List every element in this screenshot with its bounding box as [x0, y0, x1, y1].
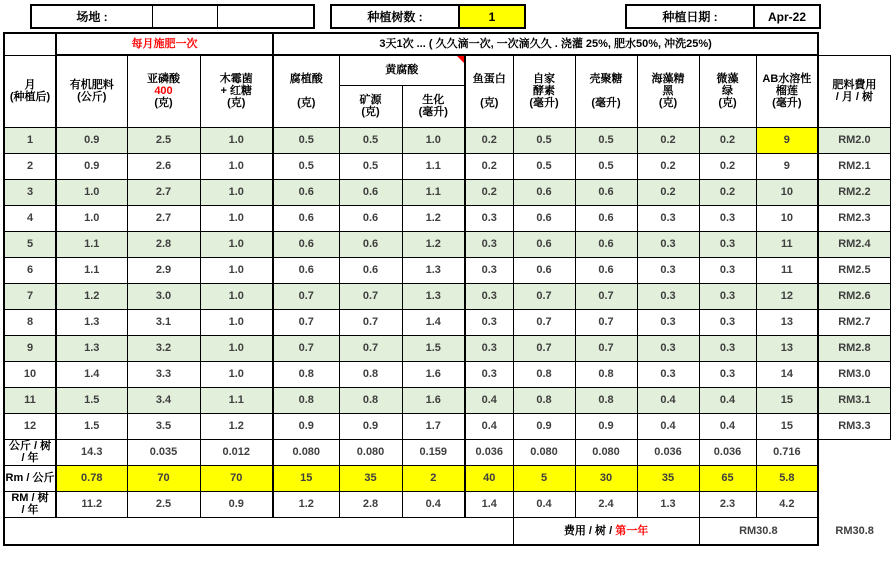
value-cell: 0.6 — [575, 179, 637, 205]
value-cell: 1.0 — [200, 335, 273, 361]
plant-date-label: 种植日期 : — [662, 10, 718, 24]
value-cell: 1.5 — [56, 413, 127, 439]
col-header-trichoderma: 木霉菌 + 红糖 (克) — [200, 55, 273, 127]
value-cell: 0.7 — [513, 283, 575, 309]
col-header-fulvic-mineral: 矿源 (克) — [339, 85, 402, 127]
value-cell: 1.3 — [56, 309, 127, 335]
value-cell: 0.6 — [339, 257, 402, 283]
summary-value-cell: 0.036 — [465, 439, 513, 465]
value-cell: 0.2 — [699, 179, 756, 205]
value-cell: 12 — [756, 283, 818, 309]
site-input-1[interactable] — [152, 6, 217, 27]
summary-value-cell: 0.080 — [513, 439, 575, 465]
value-cell: 0.3 — [465, 257, 513, 283]
table-row — [4, 231, 890, 257]
table-row — [4, 387, 890, 413]
col-header-seaweed-black: 海藻精 黑 (克) — [637, 55, 699, 127]
value-cell: 0.6 — [273, 179, 339, 205]
month-cell: 4 — [4, 205, 56, 231]
summary-value-cell: 1.3 — [637, 491, 699, 517]
summary-value-cell[interactable]: 65 — [699, 465, 756, 491]
value-cell: 0.6 — [513, 179, 575, 205]
value-cell: 1.0 — [200, 153, 273, 179]
value-cell: 0.8 — [575, 387, 637, 413]
value-cell: 0.8 — [513, 387, 575, 413]
cost-cell: RM2.7 — [818, 309, 890, 335]
value-cell: 0.5 — [339, 127, 402, 153]
month-cell: 2 — [4, 153, 56, 179]
value-cell: 1.0 — [200, 231, 273, 257]
value-cell: 0.6 — [339, 231, 402, 257]
col-header-phosphite: 亚磷酸 400 (克) — [127, 55, 200, 127]
value-cell: 0.3 — [637, 309, 699, 335]
value-cell: 0.7 — [575, 309, 637, 335]
value-cell: 0.4 — [637, 413, 699, 439]
value-cell: 1.0 — [200, 257, 273, 283]
summary-value-cell: 2.5 — [127, 491, 200, 517]
value-cell: 0.9 — [56, 153, 127, 179]
value-cell: 1.1 — [402, 179, 465, 205]
footer-row — [4, 517, 890, 545]
value-cell: 0.6 — [339, 179, 402, 205]
value-cell: 0.3 — [699, 257, 756, 283]
summary-value-cell: 2.3 — [699, 491, 756, 517]
banner-row — [4, 33, 890, 55]
summary-value-cell[interactable]: 35 — [339, 465, 402, 491]
summary-value-cell: 11.2 — [56, 491, 127, 517]
value-cell: 13 — [756, 309, 818, 335]
cost-cell: RM3.0 — [818, 361, 890, 387]
value-cell: 1.3 — [56, 335, 127, 361]
value-cell: 0.6 — [273, 205, 339, 231]
footer-label-text: 费用 / 树 / — [563, 524, 616, 537]
site-input-2[interactable] — [217, 6, 313, 27]
tree-count-box — [330, 4, 526, 29]
cost-cell: RM2.2 — [818, 179, 890, 205]
tree-count-label: 种植树数 : — [367, 10, 423, 24]
value-cell: 0.3 — [699, 205, 756, 231]
plant-date-value[interactable]: Apr-22 — [753, 6, 819, 27]
value-cell: 0.8 — [575, 361, 637, 387]
value-cell: 3.5 — [127, 413, 200, 439]
value-cell: 0.3 — [699, 231, 756, 257]
summary-value-cell: 0.4 — [402, 491, 465, 517]
summary-value-cell[interactable]: 40 — [465, 465, 513, 491]
value-cell: 0.5 — [513, 153, 575, 179]
value-cell: 1.0 — [200, 179, 273, 205]
value-cell: 0.7 — [513, 309, 575, 335]
value-cell: 0.8 — [339, 387, 402, 413]
value-cell: 0.7 — [273, 335, 339, 361]
value-cell: 9 — [756, 153, 818, 179]
value-cell: 2.5 — [127, 127, 200, 153]
value-cell: 1.1 — [56, 257, 127, 283]
value-cell: 3.0 — [127, 283, 200, 309]
value-cell: 0.9 — [56, 127, 127, 153]
table-row — [4, 309, 890, 335]
footer-label-year: 第一年 — [615, 524, 649, 537]
value-cell: 1.7 — [402, 413, 465, 439]
summary-spacer — [818, 439, 890, 465]
value-cell: 1.6 — [402, 361, 465, 387]
value-cell: 1.0 — [56, 205, 127, 231]
summary-value-cell: 1.2 — [273, 491, 339, 517]
value-cell: 13 — [756, 335, 818, 361]
value-cell: 0.3 — [637, 231, 699, 257]
banner-spacer — [818, 33, 890, 55]
value-cell: 0.6 — [513, 231, 575, 257]
value-cell: 15 — [756, 413, 818, 439]
value-cell: 1.0 — [402, 127, 465, 153]
value-cell: 0.3 — [465, 309, 513, 335]
col-header-fulvic-group: 黄腐酸 — [339, 55, 465, 85]
summary-value-cell[interactable]: 0.78 — [56, 465, 127, 491]
corner-cell — [4, 33, 56, 55]
value-cell: 0.5 — [575, 153, 637, 179]
value-cell: 1.4 — [56, 361, 127, 387]
value-cell: 0.7 — [273, 283, 339, 309]
value-cell: 3.2 — [127, 335, 200, 361]
table-row — [4, 179, 890, 205]
value-cell: 0.6 — [339, 205, 402, 231]
value-cell: 0.3 — [699, 309, 756, 335]
value-cell: 1.0 — [56, 179, 127, 205]
value-cell: 1.0 — [200, 205, 273, 231]
value-cell: 0.3 — [465, 231, 513, 257]
summary-row-kg-per-tree-year — [4, 439, 890, 465]
value-cell: 14 — [756, 361, 818, 387]
summary-value-cell: 0.012 — [200, 439, 273, 465]
cost-cell: RM2.8 — [818, 335, 890, 361]
value-cell: 2.7 — [127, 205, 200, 231]
value-cell: 0.3 — [637, 205, 699, 231]
month-cell: 11 — [4, 387, 56, 413]
value-cell: 0.3 — [465, 335, 513, 361]
value-cell: 0.4 — [637, 387, 699, 413]
value-cell: 0.5 — [575, 127, 637, 153]
summary-value-cell: 0.035 — [127, 439, 200, 465]
value-cell: 0.5 — [273, 153, 339, 179]
month-cell: 5 — [4, 231, 56, 257]
value-cell: 0.2 — [699, 153, 756, 179]
col-header-microalgae-green: 微藻 绿 (克) — [699, 55, 756, 127]
col-header-month: 月 (种植后) — [4, 55, 56, 127]
table-row — [4, 205, 890, 231]
value-cell: 0.2 — [699, 127, 756, 153]
value-cell: 2.9 — [127, 257, 200, 283]
value-cell: 1.3 — [402, 283, 465, 309]
value-cell: 0.6 — [575, 231, 637, 257]
value-cell: 0.3 — [465, 283, 513, 309]
monthly-banner: 每月施肥一次 — [56, 33, 273, 55]
value-cell: 11 — [756, 257, 818, 283]
value-cell: 11 — [756, 231, 818, 257]
tree-count-input[interactable]: 1 — [458, 6, 524, 27]
summary-value-cell[interactable]: 5.8 — [756, 465, 818, 491]
summary-row-rm-per-tree-year — [4, 491, 890, 517]
summary-label: 公斤 / 树 / 年 — [4, 439, 56, 465]
value-cell: 1.2 — [402, 205, 465, 231]
value-cell: 0.7 — [513, 335, 575, 361]
summary-value-cell: 4.2 — [756, 491, 818, 517]
value-cell: 0.2 — [637, 179, 699, 205]
value-cell: 0.8 — [273, 387, 339, 413]
month-cell: 6 — [4, 257, 56, 283]
value-cell: 1.1 — [56, 231, 127, 257]
summary-value-cell: 2.8 — [339, 491, 402, 517]
summary-value-cell: 1.4 — [465, 491, 513, 517]
value-cell: 0.3 — [637, 335, 699, 361]
table-row — [4, 283, 890, 309]
summary-value-cell: 0.080 — [339, 439, 402, 465]
summary-value-cell: 0.036 — [637, 439, 699, 465]
value-cell: 3.3 — [127, 361, 200, 387]
value-cell: 0.6 — [273, 231, 339, 257]
summary-value-cell[interactable]: 15 — [273, 465, 339, 491]
every3days-banner: 3天1次 ... ( 久久滴一次, 一次滴久久 . 浇灌 25%, 肥水50%, 冲洗25%) — [273, 33, 818, 55]
value-cell: 0.5 — [513, 127, 575, 153]
plant-date-box — [625, 4, 821, 29]
value-cell: 0.3 — [699, 361, 756, 387]
month-cell: 9 — [4, 335, 56, 361]
value-cell: 10 — [756, 205, 818, 231]
value-cell: 0.9 — [273, 413, 339, 439]
month-cell: 3 — [4, 179, 56, 205]
value-cell: 0.5 — [339, 153, 402, 179]
value-cell: 1.2 — [402, 231, 465, 257]
col-header-ab-durian: AB水溶性 榴莲 (毫升) — [756, 55, 818, 127]
summary-value-cell: 0.080 — [575, 439, 637, 465]
value-cell: 0.7 — [339, 283, 402, 309]
footer-total-cell: RM30.8 — [699, 517, 818, 545]
table-row — [4, 257, 890, 283]
value-cell: 3.4 — [127, 387, 200, 413]
summary-value-cell[interactable]: 70 — [127, 465, 200, 491]
value-cell: 0.8 — [339, 361, 402, 387]
site-box — [30, 4, 315, 29]
value-cell: 2.7 — [127, 179, 200, 205]
month-cell: 12 — [4, 413, 56, 439]
col-header-fulvic-bio: 生化 (毫升) — [402, 85, 465, 127]
summary-label: RM / 树 / 年 — [4, 491, 56, 517]
value-cell: 0.3 — [637, 283, 699, 309]
value-cell: 0.2 — [465, 179, 513, 205]
site-label: 场地 : — [76, 10, 108, 24]
value-cell: 1.6 — [402, 387, 465, 413]
month-cell: 8 — [4, 309, 56, 335]
value-cell: 0.3 — [465, 205, 513, 231]
table-row — [4, 413, 890, 439]
summary-value-cell: 0.036 — [699, 439, 756, 465]
summary-value-cell: 0.159 — [402, 439, 465, 465]
value-cell: 0.7 — [339, 335, 402, 361]
value-cell: 0.6 — [273, 257, 339, 283]
value-cell: 0.6 — [575, 205, 637, 231]
value-cell: 1.1 — [402, 153, 465, 179]
col-header-organic: 有机肥料 (公斤) — [56, 55, 127, 127]
summary-value-cell[interactable]: 5 — [513, 465, 575, 491]
value-cell: 1.0 — [200, 309, 273, 335]
header-row-1 — [4, 55, 890, 85]
summary-spacer — [818, 465, 890, 491]
cost-cell: RM2.3 — [818, 205, 890, 231]
cost-cell: RM2.1 — [818, 153, 890, 179]
summary-value-cell[interactable]: 35 — [637, 465, 699, 491]
value-cell: 1.5 — [56, 387, 127, 413]
table-row — [4, 335, 890, 361]
table-row — [4, 153, 890, 179]
value-cell: 0.7 — [575, 283, 637, 309]
cost-cell: RM2.0 — [818, 127, 890, 153]
summary-value-cell: 0.716 — [756, 439, 818, 465]
cost-cell: RM2.4 — [818, 231, 890, 257]
value-cell: 1.0 — [200, 283, 273, 309]
value-cell: 0.4 — [699, 413, 756, 439]
month-cell: 7 — [4, 283, 56, 309]
col-header-enzyme: 自家 酵素 (毫升) — [513, 55, 575, 127]
value-cell[interactable]: 9 — [756, 127, 818, 153]
summary-value-cell[interactable]: 30 — [575, 465, 637, 491]
table-row — [4, 361, 890, 387]
value-cell: 0.6 — [575, 257, 637, 283]
value-cell: 0.5 — [273, 127, 339, 153]
value-cell: 0.2 — [465, 127, 513, 153]
summary-value-cell[interactable]: 2 — [402, 465, 465, 491]
value-cell: 1.0 — [200, 361, 273, 387]
value-cell: 0.2 — [637, 127, 699, 153]
value-cell: 1.2 — [56, 283, 127, 309]
value-cell: 0.3 — [699, 283, 756, 309]
footer-empty-cell — [4, 517, 513, 545]
value-cell: 1.0 — [200, 127, 273, 153]
value-cell: 0.6 — [513, 257, 575, 283]
table-row — [4, 127, 890, 153]
value-cell: 1.3 — [402, 257, 465, 283]
value-cell: 0.3 — [637, 257, 699, 283]
month-cell: 1 — [4, 127, 56, 153]
value-cell: 3.1 — [127, 309, 200, 335]
comment-marker-icon — [457, 56, 464, 63]
value-cell: 0.9 — [513, 413, 575, 439]
value-cell: 1.2 — [200, 413, 273, 439]
value-cell: 0.4 — [465, 413, 513, 439]
value-cell: 0.2 — [637, 153, 699, 179]
summary-label: Rm / 公斤 — [4, 465, 56, 491]
summary-value-cell: 14.3 — [56, 439, 127, 465]
footer-total-outside: RM30.8 — [818, 517, 890, 545]
summary-value-cell: 0.080 — [273, 439, 339, 465]
footer-label-cell — [513, 517, 699, 545]
summary-value-cell[interactable]: 70 — [200, 465, 273, 491]
col-header-humic: 腐植酸 (克) — [273, 55, 339, 127]
value-cell: 0.3 — [637, 361, 699, 387]
value-cell: 0.7 — [273, 309, 339, 335]
cost-cell: RM3.3 — [818, 413, 890, 439]
value-cell: 0.6 — [513, 205, 575, 231]
col-header-cost: 肥料費用 / 月 / 树 — [818, 55, 890, 127]
value-cell: 0.3 — [699, 335, 756, 361]
value-cell: 0.8 — [273, 361, 339, 387]
cost-cell: RM2.6 — [818, 283, 890, 309]
value-cell: 0.3 — [465, 361, 513, 387]
value-cell: 10 — [756, 179, 818, 205]
value-cell: 0.9 — [339, 413, 402, 439]
value-cell: 0.4 — [465, 387, 513, 413]
value-cell: 0.4 — [699, 387, 756, 413]
value-cell: 1.5 — [402, 335, 465, 361]
value-cell: 0.7 — [575, 335, 637, 361]
value-cell: 0.7 — [339, 309, 402, 335]
cost-cell: RM3.1 — [818, 387, 890, 413]
summary-value-cell: 2.4 — [575, 491, 637, 517]
value-cell: 1.4 — [402, 309, 465, 335]
value-cell: 0.9 — [575, 413, 637, 439]
value-cell: 2.6 — [127, 153, 200, 179]
col-header-fish-protein: 鱼蛋白 (克) — [465, 55, 513, 127]
col-header-chitosan: 壳聚糖 (毫升) — [575, 55, 637, 127]
month-cell: 10 — [4, 361, 56, 387]
summary-value-cell: 0.9 — [200, 491, 273, 517]
value-cell: 0.2 — [465, 153, 513, 179]
summary-spacer — [818, 491, 890, 517]
summary-value-cell: 0.4 — [513, 491, 575, 517]
value-cell: 2.8 — [127, 231, 200, 257]
value-cell: 0.8 — [513, 361, 575, 387]
value-cell: 1.1 — [200, 387, 273, 413]
summary-row-rm-per-kg — [4, 465, 890, 491]
fertilizer-schedule-table — [3, 32, 891, 546]
cost-cell: RM2.5 — [818, 257, 890, 283]
value-cell: 15 — [756, 387, 818, 413]
